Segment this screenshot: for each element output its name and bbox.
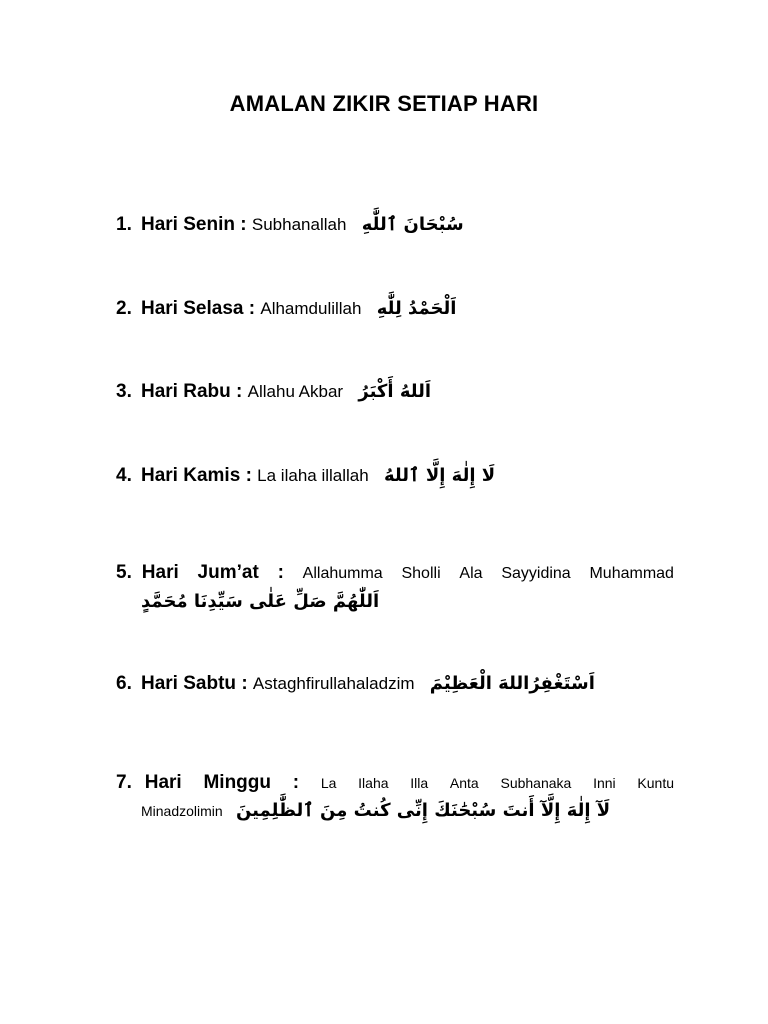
day-label: Hari Selasa	[141, 298, 244, 319]
arabic-text: اَلْحَمْدُ لِلَّٰهِ	[376, 298, 457, 319]
day-label: Hari Senin	[141, 214, 235, 235]
day-label: Hari	[141, 562, 179, 583]
separator: :	[245, 465, 252, 486]
item-number: 7.	[116, 772, 132, 793]
separator: :	[277, 562, 284, 583]
latin-text: Allahu Akbar	[247, 382, 344, 401]
item-number: 2.	[116, 298, 132, 319]
latin-word: Inni	[593, 775, 616, 791]
latin-word: Sholli	[401, 565, 441, 582]
arabic-text: اَللهُ أَكْبَرُ	[358, 381, 432, 402]
latin-word: Muhammad	[589, 565, 674, 582]
day-label: Hari Rabu	[141, 381, 231, 402]
latin-word: Ilaha	[358, 775, 389, 791]
day-label: Hari Kamis	[141, 465, 241, 486]
item-first-line	[116, 771, 674, 795]
item-number: 5.	[116, 562, 132, 583]
latin-word: Kuntu	[637, 775, 674, 791]
latin-text: Astaghfirullahaladzim	[252, 674, 415, 693]
zikir-item-minggu	[116, 771, 674, 823]
latin-word: Subhanaka	[500, 775, 572, 791]
arabic-text: لَا إِلٰهَ إِلَّا ٱللهُ	[383, 465, 496, 486]
item-second-line	[116, 799, 674, 823]
zikir-item-jumat	[116, 561, 674, 614]
separator: :	[248, 298, 256, 319]
zikir-item-selasa	[116, 297, 674, 321]
arabic-text: سُبْحَانَ ٱللَّٰهِ	[361, 214, 464, 235]
latin-text: Alhamdulillah	[260, 299, 362, 318]
latin-word: Anta	[449, 775, 479, 791]
item-number: 6.	[116, 673, 132, 694]
page-title: AMALAN ZIKIR SETIAP HARI	[229, 91, 539, 116]
latin-text: Subhanallah	[251, 215, 347, 234]
latin-text: Minadzolimin	[141, 803, 223, 819]
latin-word: Allahumma	[302, 565, 383, 582]
latin-word: La	[320, 775, 337, 791]
item-second-line	[116, 590, 674, 614]
latin-word: Sayyidina	[501, 565, 571, 582]
latin-word: Ala	[459, 565, 483, 582]
separator: :	[292, 772, 300, 793]
arabic-text: اَللّٰهُمَّ صَلِّ عَلٰى سَيِّدِنَا مُحَمَّدٍ	[141, 591, 380, 612]
arabic-text: لَآ إِلٰهَ إِلَّآ أَنتَ سُبْحَٰنَكَ إِنِّى كُنتُ مِنَ ٱلظَّٰلِمِينَ	[235, 800, 611, 821]
day-label-2: Minggu	[203, 772, 271, 793]
item-number: 4.	[116, 465, 132, 486]
latin-word: Illa	[410, 775, 429, 791]
latin-text: La ilaha illallah	[257, 466, 369, 485]
item-first-line	[116, 561, 674, 586]
zikir-item-rabu	[116, 380, 674, 404]
arabic-text: اَسْتَغْفِرُاللهَ الْعَظِيْمَ	[429, 673, 595, 694]
day-label-2: Jum’at	[197, 562, 259, 583]
item-number: 3.	[116, 381, 132, 402]
zikir-item-sabtu	[116, 672, 674, 696]
separator: :	[240, 214, 247, 235]
item-number: 1.	[116, 214, 132, 235]
day-label: Hari Sabtu	[141, 673, 237, 694]
day-label: Hari	[144, 772, 182, 793]
separator: :	[241, 673, 248, 694]
zikir-item-kamis	[116, 464, 674, 488]
zikir-item-senin	[116, 213, 674, 237]
separator: :	[236, 381, 243, 402]
